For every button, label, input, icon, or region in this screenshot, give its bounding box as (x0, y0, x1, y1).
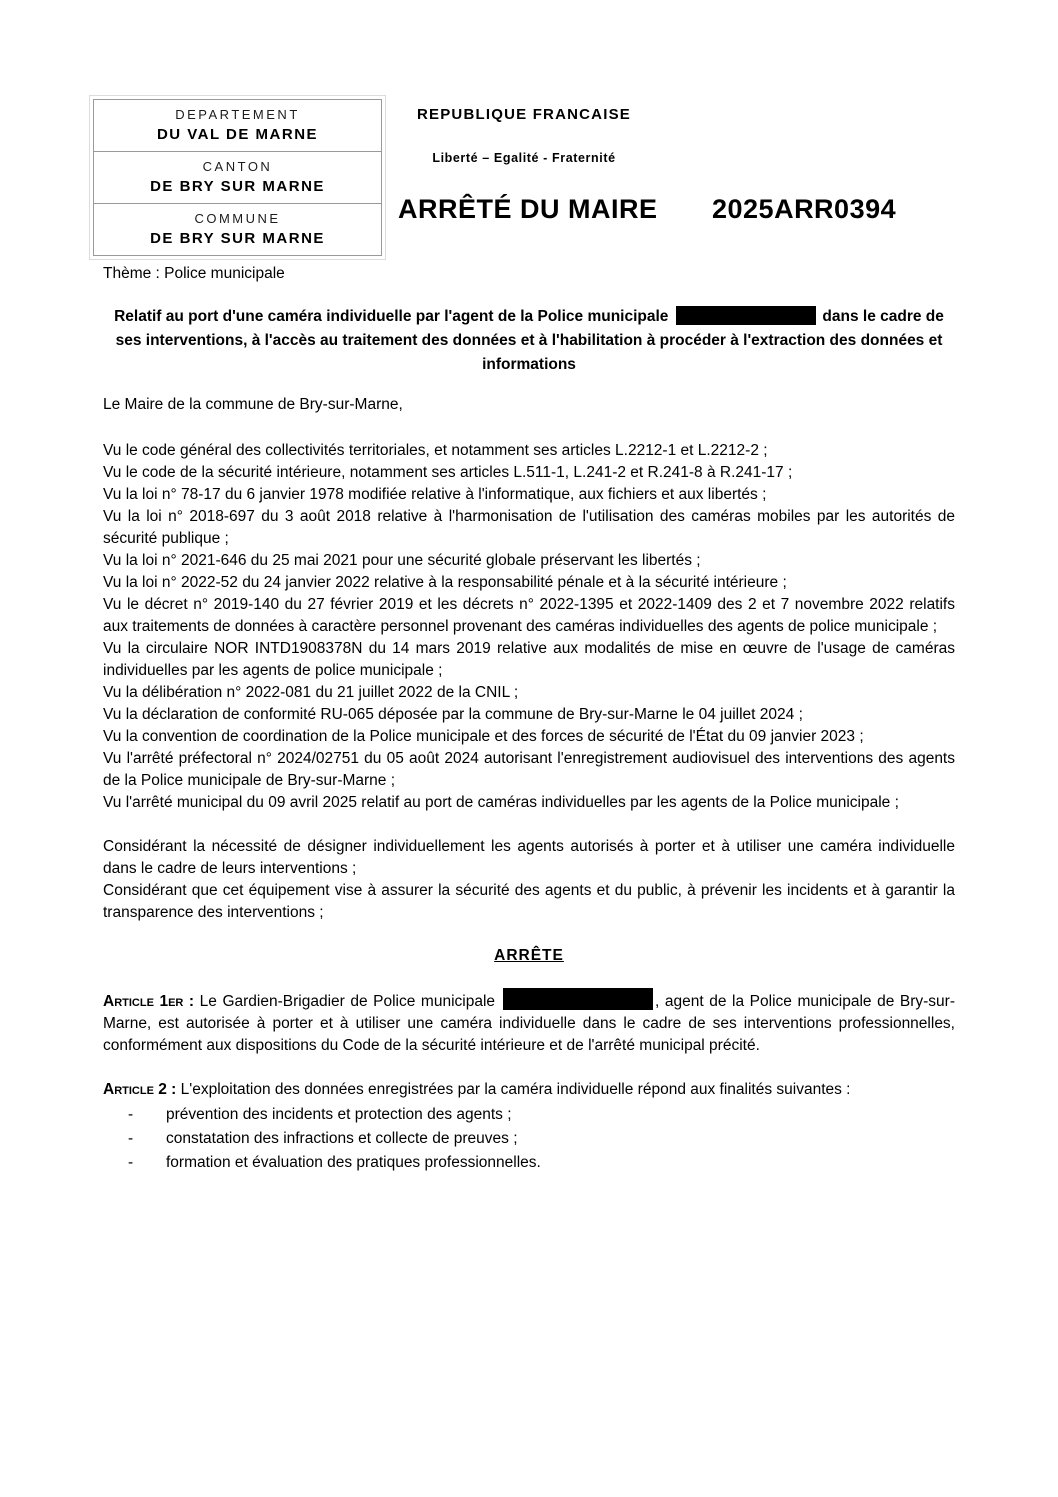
doc-type-title: ARRÊTÉ DU MAIRE (398, 194, 658, 224)
arrete-heading: ARRÊTE (494, 947, 564, 964)
preamble-paragraph: Vu la circulaire NOR INTD1908378N du 14 mars 2019 relative aux modalités de mise en œuvre de l'usage de caméras individuelles par les agents de police municipale ; (103, 640, 955, 679)
commune-value: DE BRY SUR MARNE (150, 230, 325, 247)
article-2 (103, 1079, 955, 1101)
preamble-paragraph: Vu le code de la sécurité intérieure, notamment ses articles L.511-1, L.241-2 et R.241-8 à R.241-17 ; (103, 464, 793, 481)
preamble-paragraph: Vu la délibération n° 2022-081 du 21 juillet 2022 de la CNIL ; (103, 684, 519, 701)
header-row-commune (94, 203, 381, 255)
article-1-text-before: Le Gardien-Brigadier de Police municipale (199, 993, 496, 1010)
preamble-paragraph: Vu l'arrêté préfectoral n° 2024/02751 du 05 août 2024 autorisant l'enregistrement audiovisuel des interventions des agents de la Police municipale de Bry-sur-Marne ; (103, 750, 955, 789)
salutation-line: Le Maire de la commune de Bry-sur-Marne, (103, 396, 403, 413)
canton-value: DE BRY SUR MARNE (150, 178, 325, 195)
canton-label: CANTON (202, 159, 273, 174)
document-title (103, 305, 955, 377)
article-2-colon: : (166, 1081, 181, 1098)
article-1-colon: : (183, 993, 200, 1010)
doc-number: 2025ARR0394 (712, 194, 897, 224)
redaction-box-article-1 (503, 988, 653, 1010)
departement-value: DU VAL DE MARNE (156, 126, 319, 143)
preamble-paragraph: Vu la loi n° 78-17 du 6 janvier 1978 modifiée relative à l'informatique, aux fichiers et aux libertés ; (103, 486, 767, 503)
preamble-paragraph: Vu la convention de coordination de la Police municipale et des forces de sécurité de l'État du 09 janvier 2023 ; (103, 728, 864, 745)
republic-motto: Liberté – Egalité - Fraternité (432, 151, 616, 165)
considerant-paragraph: Considérant que cet équipement vise à assurer la sécurité des agents et du public, à prévenir les incidents et à garantir la transparence des interventions ; (103, 882, 955, 921)
title-text-after: dans le cadre de ses interventions, à l'accès au traitement des données et à l'habilitation à procéder à l'extraction des données et informations (115, 308, 944, 373)
finalites-list (103, 1103, 955, 1175)
considerant-paragraph: Considérant la nécessité de désigner individuellement les agents autorisés à porter et à utiliser une caméra individuelle dans le cadre de leurs interventions ; (103, 838, 955, 877)
article-1 (103, 988, 955, 1057)
article-2-label: Article 2 (103, 1081, 167, 1098)
republic-title: REPUBLIQUE FRANCAISE (416, 106, 631, 123)
preamble-paragraph: Vu la loi n° 2021-646 du 25 mai 2021 pour une sécurité globale préservant les libertés ; (103, 552, 701, 569)
header-table (89, 95, 386, 260)
list-item: - constatation des infractions et collecte de preuves ; (103, 1127, 955, 1151)
redaction-box-title (676, 306, 816, 325)
document-body (103, 263, 955, 1175)
header-table-inner (93, 99, 382, 256)
article-1-text-after: , agent de la Police municipale de Bry-sur-Marne, est autorisée à porter et à utiliser une caméra individuelle dans le cadre de ses interventions professionnelles, conformément aux dispositions du Code de la sécurité intérieure et de l'arrêté municipal précité. (103, 993, 955, 1054)
preamble-paragraph: Vu la déclaration de conformité RU-065 déposée par la commune de Bry-sur-Marne le 04 juillet 2024 ; (103, 706, 803, 723)
preamble-paragraph: Vu l'arrêté municipal du 09 avril 2025 relatif au port de caméras individuelles par les agents de la Police municipale ; (103, 794, 899, 811)
preamble-paragraph: Vu la loi n° 2018-697 du 3 août 2018 relative à l'harmonisation de l'utilisation des caméras mobiles par les autorités de sécurité publique ; (103, 508, 955, 547)
departement-label: DEPARTEMENT (175, 107, 300, 122)
list-item: - formation et évaluation des pratiques professionnelles. (103, 1151, 955, 1175)
header-row-canton (94, 151, 381, 203)
preamble-section (103, 440, 955, 814)
considerants-section (103, 836, 955, 924)
preamble-paragraph: Vu le décret n° 2019-140 du 27 février 2019 et les décrets n° 2022-1395 et 2022-1409 des 2 et 7 novembre 2022 relatifs aux traitements de données à caractère personnel provenant des caméras individuelles des agents de police municipale ; (103, 596, 955, 635)
preamble-paragraph: Vu le code général des collectivités territoriales, et notamment ses articles L.2212-1 et L.2212-2 ; (103, 442, 768, 459)
preamble-paragraph: Vu la loi n° 2022-52 du 24 janvier 2022 relative à la responsabilité pénale et à la sécurité intérieure ; (103, 574, 787, 591)
theme-line: Thème : Police municipale (103, 265, 285, 282)
article-1-label: Article 1er (103, 993, 184, 1010)
title-text-before: Relatif au port d'une caméra individuelle par l'agent de la Police municipale (114, 308, 669, 325)
header-row-departement (94, 100, 381, 151)
list-item: - prévention des incidents et protection des agents ; (103, 1103, 955, 1127)
article-2-intro: L'exploitation des données enregistrées par la caméra individuelle répond aux finalités suivantes : (180, 1081, 851, 1098)
commune-label: COMMUNE (194, 211, 281, 226)
